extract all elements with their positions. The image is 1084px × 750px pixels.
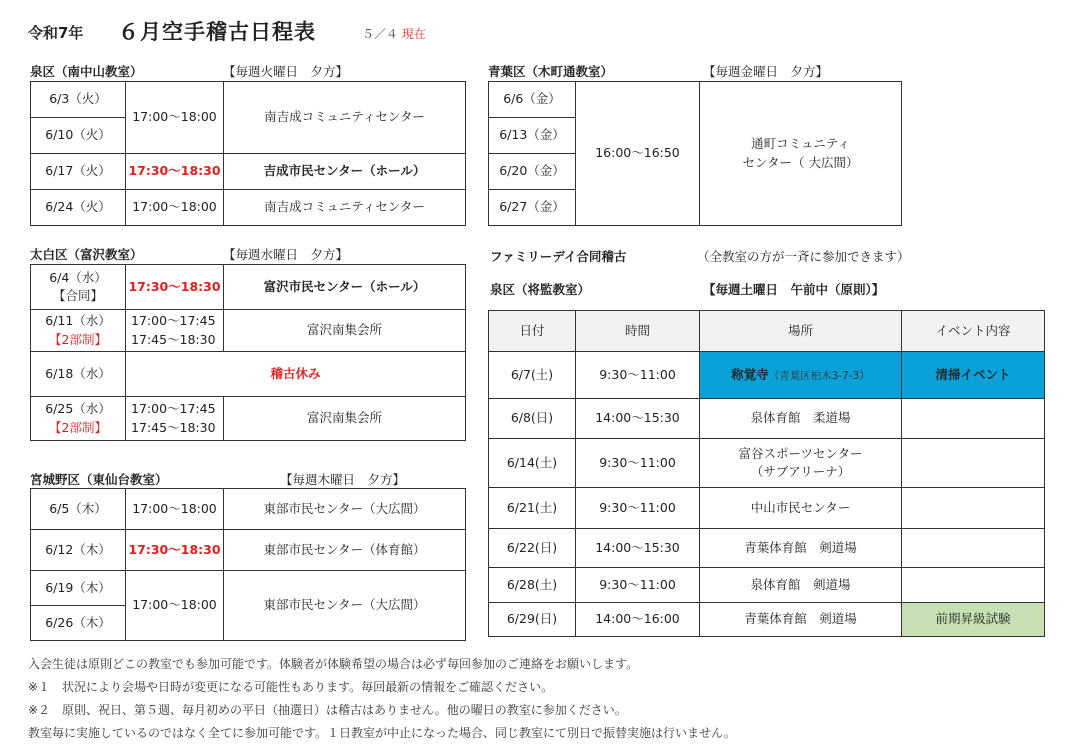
date-cell: 6/6（金） <box>489 82 576 118</box>
table-row <box>489 399 1045 439</box>
place-cell: 南吉成コミュニティセンター <box>224 82 466 154</box>
table-row <box>31 82 466 118</box>
event-cell <box>902 488 1045 529</box>
time-part-1: 17:00〜17:45 <box>131 401 216 417</box>
time-cell: 17:00〜18:00 <box>126 82 224 154</box>
time-cell: 17:00〜18:00 <box>126 190 224 226</box>
section-title-shogen: 泉区（将監教室） <box>490 282 591 297</box>
section-note-minaminakayama: 【毎週火曜日 夕方】 <box>223 64 349 79</box>
section-note-shogen: 【毎週土曜日 午前中（原則）】 <box>703 282 885 297</box>
date-cell: 6/7(土) <box>489 352 576 399</box>
page-title: ６月空手稽古日程表 <box>118 20 316 44</box>
date-cell: 6/27（金） <box>489 190 576 226</box>
date-cell: 6/28(土) <box>489 568 576 603</box>
place-cell <box>700 352 902 399</box>
event-cell <box>902 399 1045 439</box>
footer-note-2: ※１ 状況により会場や日時が変更になる可能性もあります。毎回最新の情報をご確認ください。 <box>28 680 554 694</box>
section-note-kimachidori: 【毎週金曜日 夕方】 <box>703 64 829 79</box>
time-cell: 9:30〜11:00 <box>576 352 700 399</box>
time-cell: 17:30〜18:30 <box>126 530 224 571</box>
schedule-table-kimachidori <box>488 81 902 226</box>
table-row <box>489 439 1045 488</box>
schedule-table-tomisawa <box>30 264 466 441</box>
place-cell: 中山市民センター <box>700 488 902 529</box>
date-cell: 6/10（火） <box>31 118 126 154</box>
section-title-kimachidori: 青葉区（木町通教室） <box>488 64 614 79</box>
as-of-value: ５／４ <box>362 27 399 41</box>
event-cell: 清掃イベント <box>902 352 1045 399</box>
time-cell <box>126 397 224 441</box>
column-header-event: イベント内容 <box>902 311 1045 352</box>
section-title-minaminakayama: 泉区（南中山教室） <box>30 64 143 79</box>
place-cell <box>700 82 902 226</box>
place-name: 称覚寺 <box>731 366 769 382</box>
place-cell <box>700 439 902 488</box>
time-cell: 14:00〜15:30 <box>576 399 700 439</box>
table-row <box>489 488 1045 529</box>
time-cell: 9:30〜11:00 <box>576 439 700 488</box>
place-cell: 青葉体育館 剣道場 <box>700 529 902 568</box>
schedule-table-shogen <box>488 310 1045 637</box>
table-row <box>31 571 466 606</box>
date-cell: 6/13（金） <box>489 118 576 154</box>
schedule-table-higashisendai <box>30 488 466 641</box>
column-header-place: 場所 <box>700 311 902 352</box>
date-cell: 6/3（火） <box>31 82 126 118</box>
date-cell <box>31 397 126 441</box>
schedule-table-minaminakayama <box>30 81 466 226</box>
section-title-tomisawa: 太白区（富沢教室） <box>30 247 143 262</box>
section-note-higashisendai: 【毎週木曜日 夕方】 <box>280 472 406 487</box>
time-cell: 17:30〜18:30 <box>126 154 224 190</box>
time-cell: 9:30〜11:00 <box>576 568 700 603</box>
place-address: （青葉区柏木3-7-3） <box>768 369 870 382</box>
date-cell <box>31 265 126 310</box>
date-text: 6/25（水） <box>45 401 111 417</box>
place-cell: 東部市民センター（大広間） <box>224 489 466 530</box>
era-label: 令和7年 <box>28 24 84 42</box>
table-row <box>31 190 466 226</box>
date-tag: 【2部制】 <box>49 419 107 435</box>
place-line-1: 富谷スポーツセンター <box>738 445 863 461</box>
date-text: 6/4（水） <box>49 269 107 285</box>
section-title-higashisendai: 宮城野区（東仙台教室） <box>30 472 168 487</box>
family-day-note: （全教室の方が一斉に参加できます） <box>697 249 910 264</box>
time-cell <box>126 310 224 352</box>
family-day-title: ファミリーデイ合同稽古 <box>490 249 627 264</box>
event-cell: 前期昇級試験 <box>902 603 1045 637</box>
place-cell: 吉成市民センター（ホール） <box>224 154 466 190</box>
place-cell: 泉体育館 剣道場 <box>700 568 902 603</box>
table-header-row <box>489 311 1045 352</box>
place-line-1: 通町コミュニティ <box>751 136 850 152</box>
column-header-time: 時間 <box>576 311 700 352</box>
table-row <box>489 568 1045 603</box>
time-part-2: 17:45〜18:30 <box>131 419 216 435</box>
as-of-date <box>362 25 426 42</box>
place-cell: 東部市民センター（大広間） <box>224 571 466 641</box>
table-row <box>31 530 466 571</box>
footer-note-4: 教室毎に実施しているのではなく全てに参加可能です。１日教室が中止になった場合、同じ教室にて別日で振替実施は行いません。 <box>28 726 736 740</box>
table-row <box>31 352 466 397</box>
date-tag: 【合同】 <box>52 288 103 303</box>
table-row <box>489 529 1045 568</box>
time-part-2: 17:45〜18:30 <box>131 331 216 347</box>
time-cell: 9:30〜11:00 <box>576 488 700 529</box>
date-cell: 6/21(土) <box>489 488 576 529</box>
date-cell: 6/8(日) <box>489 399 576 439</box>
time-cell: 14:00〜16:00 <box>576 603 700 637</box>
time-cell: 17:30〜18:30 <box>126 265 224 310</box>
time-cell: 17:00〜18:00 <box>126 489 224 530</box>
time-cell: 14:00〜15:30 <box>576 529 700 568</box>
place-line-2: センター（ 大広間） <box>742 154 859 170</box>
date-text: 6/11（水） <box>45 313 111 329</box>
footer-note-1: 入会生徒は原則どこの教室でも参加可能です。体験者が体験希望の場合は必ず毎回参加のご連絡をお願いします。 <box>28 657 639 671</box>
date-tag: 【2部制】 <box>49 331 107 347</box>
date-cell: 6/14(土) <box>489 439 576 488</box>
column-header-date: 日付 <box>489 311 576 352</box>
date-cell: 6/24（火） <box>31 190 126 226</box>
place-cell: 青葉体育館 剣道場 <box>700 603 902 637</box>
date-cell: 6/19（木） <box>31 571 126 606</box>
date-cell: 6/17（火） <box>31 154 126 190</box>
event-cell <box>902 529 1045 568</box>
date-cell <box>31 310 126 352</box>
date-cell: 6/12（木） <box>31 530 126 571</box>
place-line-2: （サブアリーナ） <box>750 464 851 479</box>
table-row <box>31 265 466 310</box>
footer-note-3: ※２ 原則、祝日、第５週、毎月初めの平日（抽選日）は稽古はありません。他の曜日の教室に参加ください。 <box>28 703 627 717</box>
date-cell: 6/5（木） <box>31 489 126 530</box>
table-row <box>31 489 466 530</box>
table-row <box>489 82 902 118</box>
table-row <box>489 352 1045 399</box>
time-cell: 16:00〜16:50 <box>576 82 700 226</box>
place-cell: 富沢市民センター（ホール） <box>224 265 466 310</box>
place-cell: 富沢南集会所 <box>224 397 466 441</box>
date-cell: 6/18（水） <box>31 352 126 397</box>
closed-cell: 稽古休み <box>126 352 466 397</box>
date-cell: 6/29(日) <box>489 603 576 637</box>
time-cell: 17:00〜18:00 <box>126 571 224 641</box>
date-cell: 6/26（木） <box>31 606 126 641</box>
date-cell: 6/22(日) <box>489 529 576 568</box>
place-cell: 泉体育館 柔道場 <box>700 399 902 439</box>
place-cell: 富沢南集会所 <box>224 310 466 352</box>
table-row <box>31 397 466 441</box>
table-row <box>489 603 1045 637</box>
section-note-tomisawa: 【毎週水曜日 夕方】 <box>223 247 349 262</box>
place-cell: 南吉成コミュニティセンター <box>224 190 466 226</box>
event-cell <box>902 439 1045 488</box>
place-cell: 東部市民センター（体育館） <box>224 530 466 571</box>
table-row <box>31 310 466 352</box>
time-part-1: 17:00〜17:45 <box>131 313 216 329</box>
date-cell: 6/20（金） <box>489 154 576 190</box>
event-cell <box>902 568 1045 603</box>
table-row <box>31 154 466 190</box>
as-of-suffix: 現在 <box>401 27 426 41</box>
